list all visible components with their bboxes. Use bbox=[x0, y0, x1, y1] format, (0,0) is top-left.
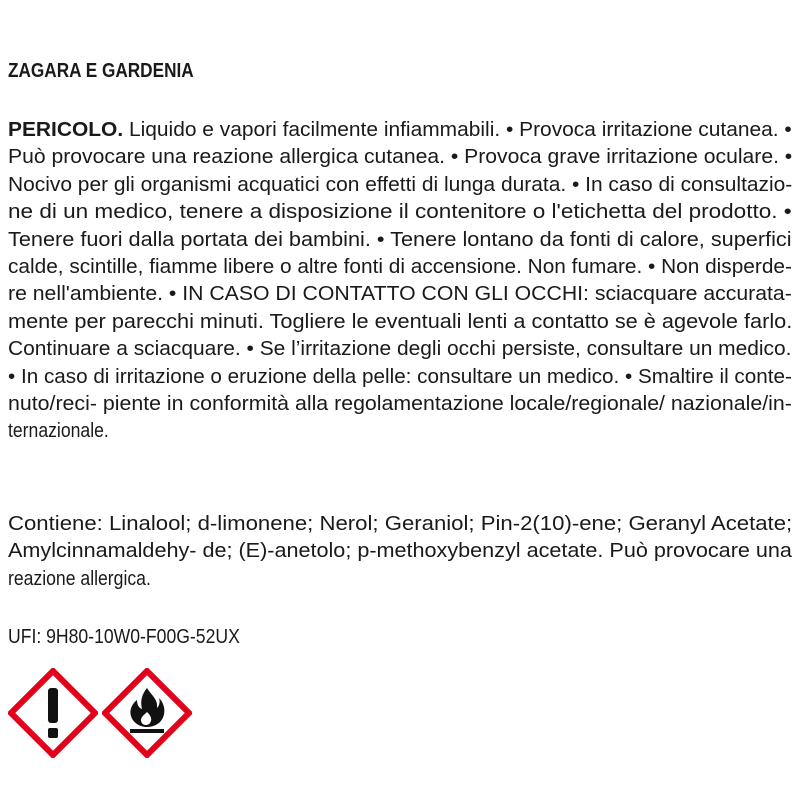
hazard-statements bbox=[8, 117, 792, 446]
hazard-line: Tenere fuori dalla portata dei bambini. • Tenere lontano da fonti di calore, superfici bbox=[8, 228, 792, 251]
hazard-line: Continuare a sciacquare. • Se l’irritazione degli occhi persiste, consultare un medico. bbox=[8, 338, 792, 361]
hazard-line: • In caso di irritazione o eruzione della pelle: consultare un medico. • Smaltire il conte- bbox=[8, 365, 792, 388]
ingredients-statement bbox=[8, 511, 792, 593]
signal-word: PERICOLO. bbox=[8, 119, 124, 141]
ghs07-exclamation-mark-icon bbox=[8, 668, 98, 758]
hazard-line: calde, scintille, fiamme libere o altre fonti di accensione. Non fumare. • Non disperde- bbox=[8, 256, 792, 279]
hazard-line: nuto/reci- piente in conformità alla regolamentazione locale/regionale/ nazionale/in- bbox=[8, 393, 792, 416]
hazard-line: re nell'ambiente. • IN CASO DI CONTATTO CON GLI OCCHI: sciacquare accurata- bbox=[8, 283, 792, 306]
ingredients-line: reazione allergica. bbox=[8, 567, 151, 590]
hazard-line bbox=[8, 117, 800, 144]
ingredients-line: Contiene: Linalool; d-limonene; Nerol; Geraniol; Pin-2(10)-ene; Geranyl Acetate; bbox=[8, 513, 793, 535]
hazard-line: ne di un medico, tenere a disposizione il contenitore o l'etichetta del prodotto. • bbox=[8, 201, 792, 224]
hazard-line: ternazionale. bbox=[8, 420, 109, 443]
ghs02-flame-icon bbox=[102, 668, 192, 758]
hazard-line: mente per parecchi minuti. Togliere le eventuali lenti a contatto se è agevole farlo. bbox=[8, 310, 793, 333]
hazard-pictograms bbox=[8, 668, 208, 758]
ufi-code: UFI: 9H80-10W0-F00G-52UX bbox=[8, 626, 240, 648]
hazard-line: Può provocare una reazione allergica cutanea. • Provoca grave irritazione oculare. • bbox=[8, 146, 793, 169]
hazard-line-text: Liquido e vapori facilmente infiammabili. • Provoca irritazione cutanea. • bbox=[123, 119, 792, 141]
hazard-line: Nocivo per gli organismi acquatici con effetti di lunga durata. • In caso di consultazio- bbox=[8, 173, 793, 196]
product-title: ZAGARA E GARDENIA bbox=[8, 60, 194, 82]
ingredients-line: Amylcinnamaldehy- de; (E)-anetolo; p-methoxybenzyl acetate. Può provocare una bbox=[8, 540, 792, 563]
